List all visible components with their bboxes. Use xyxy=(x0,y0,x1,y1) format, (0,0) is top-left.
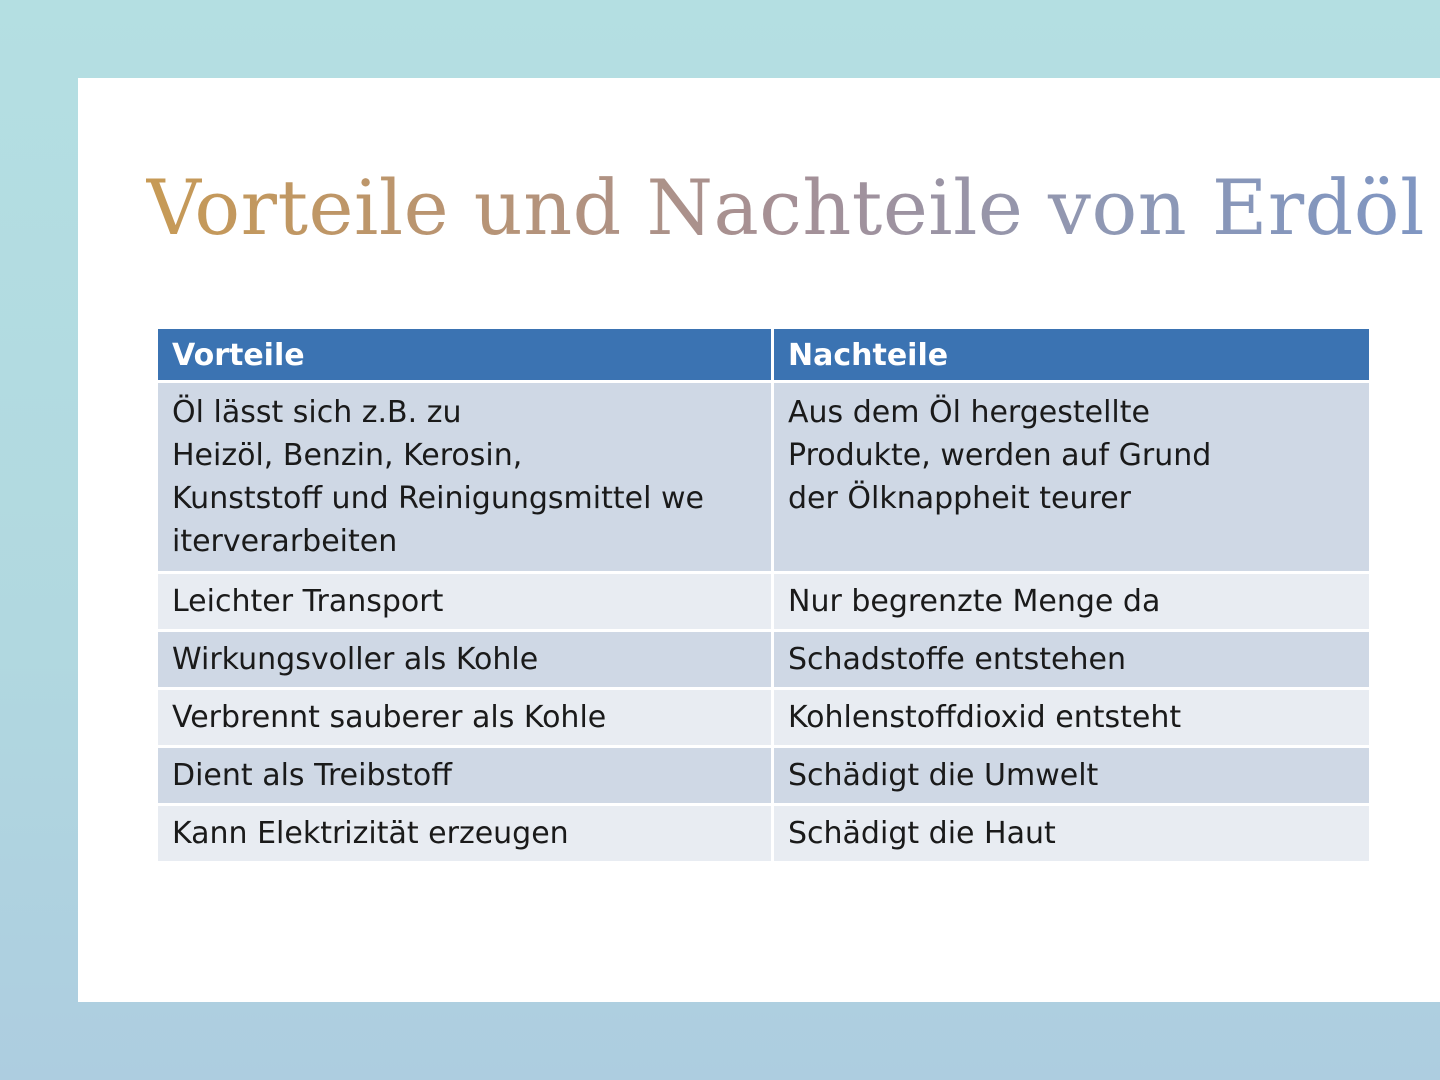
vorteil-cell xyxy=(157,382,773,573)
table-row xyxy=(157,573,1371,631)
nachteil-cell: Schadstoffe entstehen xyxy=(773,631,1371,689)
nachteil-line: Aus dem Öl hergestellte xyxy=(788,395,1150,430)
nachteil-cell: Nur begrenzte Menge da xyxy=(773,573,1371,631)
vorteil-cell: Dient als Treibstoff xyxy=(157,747,773,805)
vorteil-cell: Verbrennt sauberer als Kohle xyxy=(157,689,773,747)
slide xyxy=(78,78,1440,1002)
nachteil-cell: Schädigt die Umwelt xyxy=(773,747,1371,805)
header-vorteile: Vorteile xyxy=(157,328,773,382)
nachteil-cell: Schädigt die Haut xyxy=(773,805,1371,863)
vorteil-line: Kunststoff und Reinigungsmittel we xyxy=(172,481,704,516)
table-row xyxy=(157,747,1371,805)
slide-title: Vorteile und Nachteile von Erdöl xyxy=(146,158,1426,258)
pros-cons-table xyxy=(155,326,1372,864)
vorteil-cell: Wirkungsvoller als Kohle xyxy=(157,631,773,689)
table-row xyxy=(157,382,1371,573)
header-nachteile: Nachteile xyxy=(773,328,1371,382)
nachteil-cell: Kohlenstoffdioxid entsteht xyxy=(773,689,1371,747)
vorteil-line: Heizöl, Benzin, Kerosin, xyxy=(172,438,523,473)
vorteil-cell: Leichter Transport xyxy=(157,573,773,631)
table-row xyxy=(157,631,1371,689)
table-row xyxy=(157,805,1371,863)
vorteil-line: Öl lässt sich z.B. zu xyxy=(172,395,462,430)
nachteil-cell xyxy=(773,382,1371,573)
nachteil-line: der Ölknappheit teurer xyxy=(788,481,1131,516)
nachteil-line: Produkte, werden auf Grund xyxy=(788,438,1212,473)
table-row xyxy=(157,689,1371,747)
vorteil-line: iterverarbeiten xyxy=(172,524,398,559)
table-header-row xyxy=(157,328,1371,382)
vorteil-cell: Kann Elektrizität erzeugen xyxy=(157,805,773,863)
